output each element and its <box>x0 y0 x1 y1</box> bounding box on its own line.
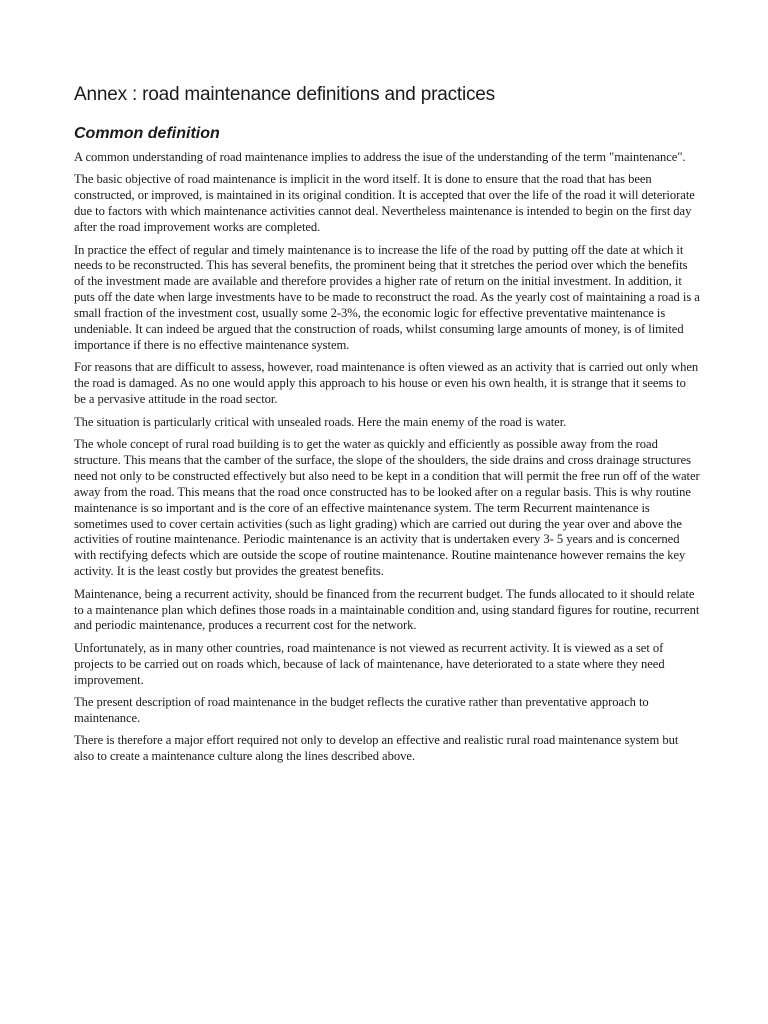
paragraph: There is therefore a major effort required not only to develop an effective and realistic rural road maintenance system but also to create a maintenance culture along the lines described above. <box>74 733 679 764</box>
document-body <box>74 82 700 772</box>
paragraph: The present description of road maintenance in the budget reflects the curative rather than preventative approach to maintenance. <box>74 695 649 725</box>
paragraph: A common understanding of road maintenance implies to address the isue of the understanding of the term "maintenance". <box>74 150 686 164</box>
paragraph: The basic objective of road maintenance is implicit in the word itself. It is done to ensure that the road that has been constructed, or improved, is maintained in its original condition. It is accepted that over the life of the road it will deteriorate due to factors with which maintenance activities cannot deal. Nevertheless maintenance is intended to begin on the first day after the road improvement works are completed. <box>74 172 695 235</box>
paragraph: The situation is particularly critical with unsealed roads. Here the main enemy of the road is water. <box>74 414 567 429</box>
paragraph: In practice the effect of regular and timely maintenance is to increase the life of the road by putting off the date at which it needs to be reconstructed. This has several benefits, the prominent being that it stretches the period over which the benefits of the investment made are available and therefore provides a higher rate of return on the initial investment. In addition, it puts off the date when large investments have to be made to reconstruct the road. As the yearly cost of maintaining a road is a small fraction of the investment cost, usually some 2-3%, the economic logic for effective preventative maintenance is undeniable. It can indeed be argued that the construction of roads, whilst consuming large amounts of money, is of limited importance if there is no effective maintenance system. <box>74 242 700 352</box>
paragraph: The whole concept of rural road building is to get the water as quickly and efficiently as possible away from the road structure. This means that the camber of the surface, the slope of the shoulders, the side drains and cross drainage structures need not only to be constructed effectively but also need to be kept in a condition that will permit the free run off of the water away from the road. This means that the road once constructed has to be looked after on a regular basis. This is why routine maintenance is so important and is the core of an effective maintenance system. The term Recurrent maintenance is sometimes used to cover certain activities (such as light grading) which are carried out during the year over and above the activities of routine maintenance. Periodic maintenance is an activity that is undertaken every 3- 5 years and is concerned with rectifying defects which are outside the scope of routine maintenance. Routine maintenance however remains the key activity. It is the least costly but provides the greatest benefits. <box>74 437 700 579</box>
paragraph: Unfortunately, as in many other countries, road maintenance is not viewed as recurrent activity. It is viewed as a set of projects to be carried out on roads which, because of lack of maintenance, have deteriorated to a state where they need improvement. <box>74 640 665 687</box>
section-heading: Common definition <box>74 125 220 142</box>
paragraph: For reasons that are difficult to assess, however, road maintenance is often viewed as an activity that is carried out only when the road is damaged. As no one would apply this approach to his house or even his own health, it is strange that it seems to be a pervasive attitude in the road sector. <box>74 360 699 407</box>
page-title: Annex : road maintenance definitions and practices <box>74 84 495 105</box>
paragraph: Maintenance, being a recurrent activity, should be financed from the recurrent budget. The funds allocated to it should relate to a maintenance plan which defines those roads in a maintainable condition and, using standard figures for routine, recurrent and periodic maintenance, produces a recurrent cost for the network. <box>74 586 700 633</box>
